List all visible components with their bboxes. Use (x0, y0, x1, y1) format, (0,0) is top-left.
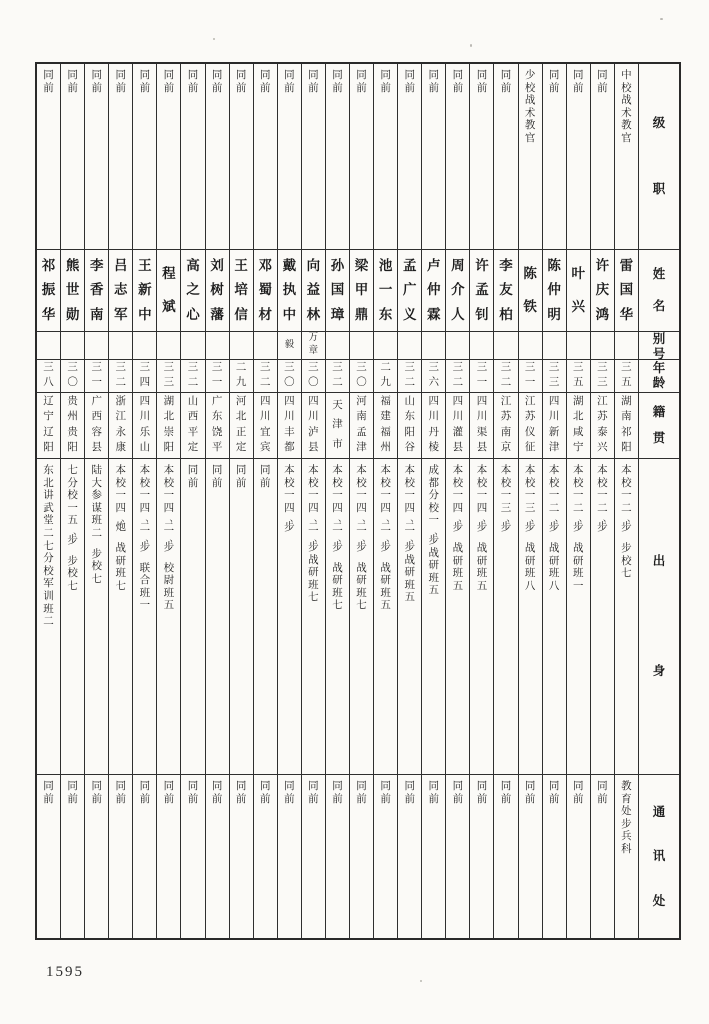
header-background: 出 身 (639, 459, 679, 775)
cell-origin: 河 南 孟 津 (350, 393, 373, 459)
person-column (37, 64, 60, 938)
cell-address: 同 前 (139, 781, 151, 805)
cell-alias (85, 332, 108, 360)
cell-background: 本 校 一 四 、 炮 战 研 班 七 (109, 459, 132, 775)
cell-origin: 湖 北 崇 阳 (157, 393, 180, 459)
header-alias: 别 号 (639, 332, 679, 360)
person-column (205, 64, 229, 938)
cell-background: 本 校 一 三 、 步 (494, 459, 517, 775)
cell-rank: 同 前 (157, 64, 180, 250)
cell-origin: 山 西 平 定 (181, 393, 204, 459)
cell-age: 三 〇 (302, 360, 325, 393)
cell-alias (61, 332, 84, 360)
cell-alias (398, 332, 421, 360)
cell-address: 同 前 (43, 781, 54, 805)
cell-background: 本 校 一 四 、 二 、 步 战 研 班 七 (350, 459, 373, 775)
cell-alias (350, 332, 373, 360)
cell-origin: 广 东 饶 平 (206, 393, 229, 459)
cell-address: 同 前 (428, 781, 440, 805)
cell-name: 许 庆 鸿 (591, 250, 614, 332)
cell-origin: 四 川 丰 都 (278, 393, 301, 459)
cell-rank: 同 前 (230, 64, 253, 250)
cell-rank: 同 前 (591, 64, 614, 250)
person-column (156, 64, 180, 938)
cell-name: 孙 国 璋 (326, 250, 349, 332)
person-column (542, 64, 566, 938)
cell-address: 同 前 (548, 781, 560, 805)
cell-name: 周 介 人 (446, 250, 469, 332)
cell-name: 熊 世 勋 (61, 250, 84, 332)
roster-table (35, 62, 681, 940)
cell-name: 程 斌 (157, 250, 180, 332)
cell-origin: 四 川 宜 宾 (254, 393, 277, 459)
person-column (229, 64, 253, 938)
header-column (638, 64, 679, 938)
cell-background: 本 校 一 四 、 二 、 步 战 研 班 七 (326, 459, 349, 775)
cell-rank: 同 前 (326, 64, 349, 250)
cell-background: 本 校 一 四 、 二 、 步 联 合 班 一 (133, 459, 156, 775)
cell-rank: 中 校 战 术 教 官 (615, 64, 638, 250)
cell-alias (133, 332, 156, 360)
person-column (421, 64, 445, 938)
cell-name: 陈 仲 明 (543, 250, 566, 332)
cell-address: 同 前 (356, 781, 367, 805)
cell-alias: 毅 (278, 332, 301, 360)
cell-background: 同 前 (181, 459, 204, 775)
person-column (469, 64, 493, 938)
cell-background: 本 校 一 二 、 步 步 校 七 (615, 459, 638, 775)
cell-rank: 同 前 (567, 64, 590, 250)
cell-age: 三 六 (422, 360, 445, 393)
cell-name: 吕 志 军 (109, 250, 132, 332)
cell-alias (374, 332, 397, 360)
person-column (132, 64, 156, 938)
cell-age: 三 〇 (278, 360, 301, 393)
cell-alias (519, 332, 542, 360)
cell-background: 本 校 一 四 、 二 、 步 战 研 班 五 (374, 459, 397, 775)
person-column (108, 64, 132, 938)
cell-rank: 同 前 (494, 64, 517, 250)
cell-name: 王 培 信 (230, 250, 253, 332)
cell-address: 教 育 处 步 兵 科 (621, 781, 632, 855)
cell-name: 孟 广 义 (398, 250, 421, 332)
cell-address: 同 前 (211, 781, 223, 805)
cell-background: 本 校 一 四 、 二 、 步 战 研 班 七 (302, 459, 325, 775)
cell-origin: 贵 州 贵 阳 (61, 393, 84, 459)
cell-age: 三 二 (398, 360, 421, 393)
header-address: 通 讯 处 (652, 804, 666, 908)
cell-background: 同 前 (230, 459, 253, 775)
cell-age: 三 五 (615, 360, 638, 393)
header-origin: 籍 贯 (639, 393, 679, 459)
cell-origin: 江 苏 仪 征 (519, 393, 542, 459)
cell-alias (326, 332, 349, 360)
cell-rank: 同 前 (374, 64, 397, 250)
cell-rank: 同 前 (85, 64, 108, 250)
cell-origin: 福 建 福 州 (374, 393, 397, 459)
header-rank: 级 职 (639, 64, 679, 250)
cell-rank: 同 前 (543, 64, 566, 250)
cell-name: 戴 执 中 (278, 250, 301, 332)
cell-origin: 山 东 阳 谷 (398, 393, 421, 459)
cell-address: 同 前 (452, 781, 464, 805)
cell-address: 同 前 (573, 781, 584, 805)
cell-name: 高 之 心 (181, 250, 204, 332)
cell-name: 池 一 东 (374, 250, 397, 332)
cell-address: 同 前 (380, 781, 391, 805)
scan-speck (660, 18, 663, 20)
cell-background: 陆 大 参 谋 班 二 步 校 七 (85, 459, 108, 775)
cell-address: 同 前 (187, 781, 199, 805)
person-column (397, 64, 421, 938)
cell-alias (422, 332, 445, 360)
cell-alias (230, 332, 253, 360)
cell-background: 本 校 一 二 、 步 战 研 班 一 (567, 459, 590, 775)
person-column (373, 64, 397, 938)
person-column (180, 64, 204, 938)
cell-alias (494, 332, 517, 360)
cell-background: 本 校 一 二 、 步 (591, 459, 614, 775)
cell-address: 同 前 (91, 781, 102, 805)
cell-rank: 同 前 (206, 64, 229, 250)
cell-alias (567, 332, 590, 360)
cell-rank: 同 前 (398, 64, 421, 250)
cell-age: 三 二 (494, 360, 517, 393)
cell-name: 许 孟 钊 (470, 250, 493, 332)
cell-rank: 同 前 (254, 64, 277, 250)
cell-alias (206, 332, 229, 360)
cell-name: 雷 国 华 (615, 250, 638, 332)
cell-origin: 江 苏 泰 兴 (591, 393, 614, 459)
cell-alias (470, 332, 493, 360)
cell-age: 三 四 (133, 360, 156, 393)
cell-age: 三 二 (254, 360, 277, 393)
cell-name: 王 新 中 (133, 250, 156, 332)
cell-origin: 河 北 正 定 (230, 393, 253, 459)
cell-address: 同 前 (332, 781, 343, 805)
person-column (325, 64, 349, 938)
cell-origin: 广 西 容 县 (85, 393, 108, 459)
cell-name: 李 香 南 (85, 250, 108, 332)
cell-background: 同 前 (254, 459, 277, 775)
cell-address: 同 前 (235, 781, 247, 805)
cell-age: 三 八 (37, 360, 60, 393)
cell-rank: 同 前 (422, 64, 445, 250)
cell-background: 本 校 一 二 、 步 战 研 班 八 (543, 459, 566, 775)
cell-name: 卢 仲 霖 (422, 250, 445, 332)
cell-name: 梁 甲 鼎 (350, 250, 373, 332)
scan-speck (420, 980, 422, 982)
cell-origin: 天 津 市 (326, 393, 349, 459)
header-age: 年 龄 (639, 360, 679, 393)
cell-address: 同 前 (259, 781, 271, 805)
cell-age: 二 九 (230, 360, 253, 393)
cell-name: 邓 蜀 材 (254, 250, 277, 332)
cell-address: 同 前 (163, 781, 175, 805)
cell-age: 三 〇 (350, 360, 373, 393)
cell-age: 三 一 (206, 360, 229, 393)
cell-rank: 同 前 (470, 64, 493, 250)
cell-age: 三 一 (519, 360, 542, 393)
scan-speck (213, 38, 215, 40)
cell-alias (615, 332, 638, 360)
cell-alias (446, 332, 469, 360)
cell-rank: 同 前 (109, 64, 132, 250)
person-column (253, 64, 277, 938)
cell-background: 七 分 校 一 五 、 步 步 校 七 (61, 459, 84, 775)
cell-address: 同 前 (597, 781, 608, 805)
cell-age: 三 二 (446, 360, 469, 393)
cell-origin: 四 川 灌 县 (446, 393, 469, 459)
cell-origin: 四 川 泸 县 (302, 393, 325, 459)
person-column (349, 64, 373, 938)
cell-alias (181, 332, 204, 360)
cell-origin: 四 川 渠 县 (470, 393, 493, 459)
cell-age: 三 二 (109, 360, 132, 393)
person-column (445, 64, 469, 938)
cell-origin: 辽 宁 辽 阳 (37, 393, 60, 459)
cell-background: 成 都 分 校 一 、 步 战 研 班 五 (422, 459, 445, 775)
cell-age: 三 〇 (61, 360, 84, 393)
cell-age: 二 九 (374, 360, 397, 393)
cell-rank: 同 前 (61, 64, 84, 250)
cell-background: 东 北 讲 武 堂 二 七 分 校 军 训 班 二 (37, 459, 60, 775)
cell-rank: 同 前 (181, 64, 204, 250)
cell-rank: 同 前 (37, 64, 60, 250)
cell-origin: 浙 江 永 康 (109, 393, 132, 459)
cell-alias (591, 332, 614, 360)
cell-name: 刘 树 藩 (206, 250, 229, 332)
person-column (84, 64, 108, 938)
cell-address: 同 前 (476, 781, 488, 805)
cell-background: 本 校 一 四 、 二 、 步 战 研 班 五 (398, 459, 421, 775)
cell-alias (37, 332, 60, 360)
cell-age: 三 二 (326, 360, 349, 393)
cell-background: 本 校 一 四 、 步 (278, 459, 301, 775)
cell-age: 三 三 (543, 360, 566, 393)
cell-background: 本 校 一 四 、 步 战 研 班 五 (470, 459, 493, 775)
cell-rank: 同 前 (446, 64, 469, 250)
cell-name: 祁 振 华 (37, 250, 60, 332)
cell-name: 向 益 林 (302, 250, 325, 332)
cell-rank: 少 校 战 术 教 官 (519, 64, 542, 250)
person-column (566, 64, 590, 938)
cell-origin: 湖 北 咸 宁 (567, 393, 590, 459)
cell-origin: 四 川 新 津 (543, 393, 566, 459)
cell-origin: 江 苏 南 京 (494, 393, 517, 459)
cell-address: 同 前 (308, 781, 319, 805)
cell-alias (254, 332, 277, 360)
cell-age: 三 一 (470, 360, 493, 393)
cell-age: 三 二 (181, 360, 204, 393)
cell-alias: 万 章 (302, 332, 325, 360)
cell-age: 三 三 (591, 360, 614, 393)
cell-alias (157, 332, 180, 360)
cell-address: 同 前 (284, 781, 295, 805)
cell-origin: 四 川 丹 棱 (422, 393, 445, 459)
cell-age: 三 一 (85, 360, 108, 393)
cell-origin: 四 川 乐 山 (133, 393, 156, 459)
cell-background: 同 前 (206, 459, 229, 775)
cell-origin: 湖 南 祁 阳 (615, 393, 638, 459)
header-name: 姓 名 (639, 250, 679, 332)
cell-rank: 同 前 (302, 64, 325, 250)
person-column (60, 64, 84, 938)
cell-address: 同 前 (500, 781, 512, 805)
cell-name: 李 友 柏 (494, 250, 517, 332)
cell-address: 同 前 (404, 781, 415, 805)
cell-background: 本 校 一 四 、 二 、 步 校 尉 班 五 (157, 459, 180, 775)
cell-address: 同 前 (67, 781, 78, 805)
person-column (277, 64, 301, 938)
cell-background: 本 校 一 四 、 步 战 研 班 五 (446, 459, 469, 775)
cell-alias (109, 332, 132, 360)
cell-age: 三 五 (567, 360, 590, 393)
person-column (518, 64, 542, 938)
cell-age: 三 三 (157, 360, 180, 393)
person-column (590, 64, 614, 938)
person-column (614, 64, 638, 938)
person-column (493, 64, 517, 938)
cell-name: 叶 兴 (567, 250, 590, 332)
cell-address: 同 前 (115, 781, 127, 805)
person-column (301, 64, 325, 938)
cell-rank: 同 前 (350, 64, 373, 250)
scan-speck (470, 44, 472, 47)
cell-alias (543, 332, 566, 360)
cell-rank: 同 前 (278, 64, 301, 250)
cell-background: 本 校 一 三 、 步 战 研 班 八 (519, 459, 542, 775)
cell-address: 同 前 (524, 781, 536, 805)
cell-name: 陈 铁 (519, 250, 542, 332)
cell-rank: 同 前 (133, 64, 156, 250)
page-number: 1595 (46, 964, 84, 980)
